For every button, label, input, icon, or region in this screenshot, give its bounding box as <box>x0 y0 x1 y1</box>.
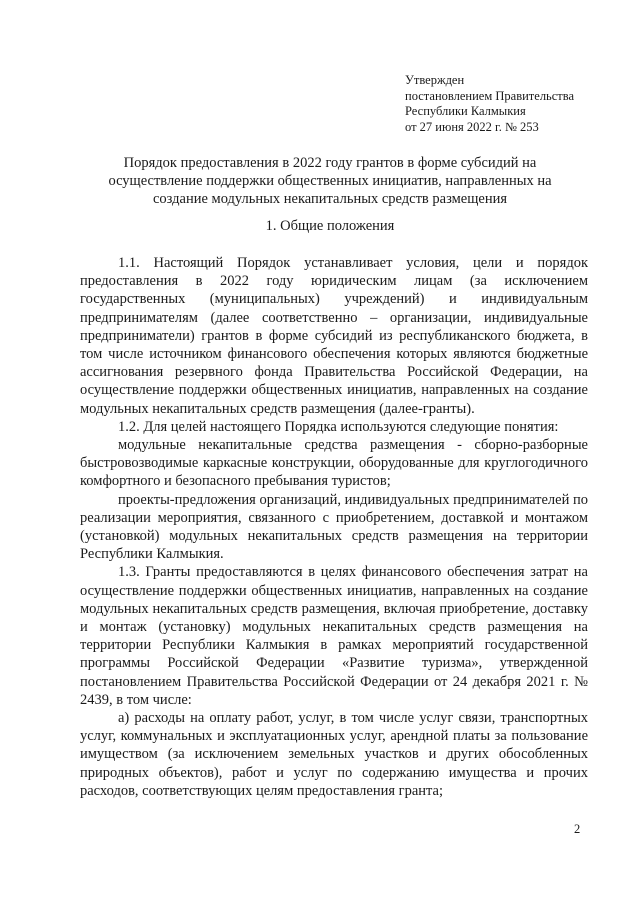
document-title <box>80 154 580 208</box>
paragraph-1-2: 1.2. Для целей настоящего Порядка используются следующие понятия: <box>118 418 559 435</box>
paragraph-1-3: 1.3. Гранты предоставляются в целях финансового обеспечения затрат на осуществление поддержки общественных инициатив, направленных на создание модульных некапитальных средств размещения, включая приобретение, доставку и монтаж (установку) модульных некапитальных средств размещения на территории Республики Калмыкия в рамках мероприятий государственной программы Российской Федерации «Развитие туризма», утвержденной постановлением Правительства Российской Федерации от 24 декабря 2021 г. № 2439, в том числе: <box>80 564 588 708</box>
title-line: создание модульных некапитальных средств размещения <box>152 191 508 207</box>
title-line: Порядок предоставления в 2022 году грантов в форме субсидий на <box>123 155 537 171</box>
paragraph-1-1: 1.1. Настоящий Порядок устанавливает условия, цели и порядок предоставления в 2022 году юридическим лицам (за исключением государственных (муниципальных) учреждений) и индивидуальным предпринимателям (далее соответственно – организации, индивидуальные предприниматели) грантов в форме субсидий из республиканского бюджета, в том числе источником финансового обеспечения которых являются бюджетные ассигнования резервного фонда Правительства Российской Федерации, на осуществление поддержки общественных инициатив, направленных на создание модульных некапитальных средств размещения (далее-гранты). <box>80 255 588 417</box>
document-body <box>80 254 588 800</box>
paragraph-definition-projects: проекты-предложения организаций, индивидуальных предпринимателей по реализации мероприятия, связанного с приобретением, доставкой и монтажом (установкой) модульных некапитальных средств размещения на территории Республики Калмыкия. <box>80 491 588 563</box>
approval-line: Утвержден <box>405 73 465 87</box>
title-line: осуществление поддержки общественных инициатив, направленных на <box>108 173 552 189</box>
approval-line: постановлением Правительства <box>405 88 575 103</box>
approval-line: от 27 июня 2022 г. № 253 <box>405 119 539 134</box>
paragraph-item-a: а) расходы на оплату работ, услуг, в том числе услуг связи, транспортных услуг, коммунальных и эксплуатационных услуг, арендной платы за пользование имуществом (за исключением земельных участков и других обособленных природных объектов), работ и услуг по содержанию имущества и прочих расходов, соответствующих целям предоставления гранта; <box>80 710 588 799</box>
approval-stamp <box>405 73 574 135</box>
paragraph-definition-modular: модульные некапитальные средства размещения - сборно-разборные быстровозводимые каркасные конструкции, оборудованные для круглогодичного комфортного и безопасного пребывания туристов; <box>80 437 588 490</box>
page-number: 2 <box>574 822 581 836</box>
approval-line: Республики Калмыкия <box>405 104 526 118</box>
section-heading: 1. Общие положения <box>265 218 395 234</box>
